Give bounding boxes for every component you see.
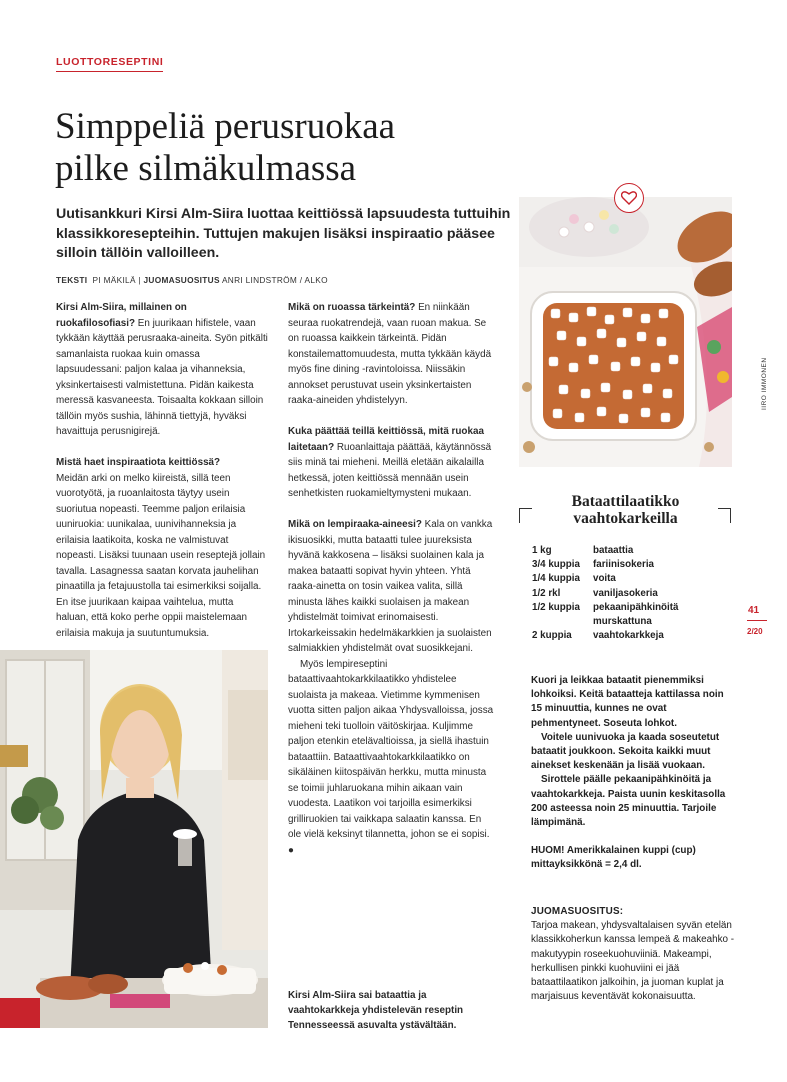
dish-photo [519,197,732,467]
answer: En niinkään seuraa ruokatrendejä, vaan ruoan makua. Se on ruoassa kaikkein tärkeintä. Pidän konstailemattomuudesta, mutta tykkään käydä myös fine dining -ravintoloissa. Niissäkin annokset perustuvat usein yksinkertaisten raaka-aineiden yhdistelyyn. [288,302,492,406]
photo-caption [288,988,493,1033]
question: Kirsi Alm-Siira, millainen on ruokafilosofiasi? [56,302,187,329]
body-paragraph [288,657,495,859]
section-kicker: LUOTTORESEPTINI [56,56,163,72]
recipe-title-line-1: Bataattilaatikko [571,493,680,510]
article-column-1 [56,300,268,657]
method-step: Sirottele päälle pekaanipähkinöitä ja vaahtokarkkeja. Paista uunin keskitasolla 200 asteessa noin 25 minuuttia. Tarjoile lämpimänä. [531,774,726,829]
ingredient-qty: 1/4 kuppia [532,573,580,585]
method-step: Kuori ja leikkaa bataatit pienemmiksi lohkoiksi. Keitä bataatteja kattilassa noin 15 minuuttia, kunnes ne ovat pehmentyneet. Soseuta lohkot. [531,675,724,729]
question: Kuka päättää teillä keittiössä, mitä ruokaa laitetaan? [288,426,484,453]
ingredient-name: fariinisokeria [593,559,654,571]
ingredient-name: pekaanipähkinöitä murskattuna [593,601,679,628]
favorite-button[interactable] [614,183,644,213]
ingredient-qty: 3/4 kuppia [532,559,580,571]
ingredient-row [532,629,693,643]
byline-separator: | [138,275,141,285]
ingredient-name: voita [593,573,616,585]
question: Mikä on lempiraaka-aineesi? [288,519,422,530]
method-step: Voitele uunivuoka ja kaada soseutetut bataatit joukkoon. Sekoita kaikki muut ainekset keskenään ja lisää vuokaan. [531,731,720,772]
end-mark: ● [288,844,294,856]
ingredient-name: vaniljasokeria [593,587,658,599]
article-column-2 [288,300,495,874]
paragraph-text: Myös lempireseptini bataattivaahtokarkkilaatikko yhdistelee suolaista ja makeaa. Vietimme kymmenisen vuotta sitten paljon aikaa Yhdysvalloissa, jossa mieheni teki tuolloin väitöskirjaa. Kuljimme paljon etenkin etelävaltioissa, ja siellä ihastuin bataattiin. Bataattivaahtokarkkilaatikko on sikäläinen kiitospäivän herkku, mutta minusta se toimii juhlaruokana mihin aikaan vain vuodesta. Laatikon voi tarjoilla esimerkiksi grilliruokien tai vaikkapa salaatin kanssa. En ole vielä keksinyt tilannetta, johon se ei sopisi. [288,658,494,840]
heart-icon [621,191,637,205]
byline-pairing-author: ANRI LINDSTRÖM / ALKO [221,275,328,285]
qa-block [56,300,268,440]
ingredient-name: bataattia [593,545,634,556]
byline-text-author: PI MÄKILÄ [92,275,136,285]
qa-block [288,424,495,502]
page-number: 41 [748,605,760,616]
recipe-title [528,493,723,527]
page-number-divider [747,620,767,621]
ingredient-qty: 1/2 rkl [532,587,561,599]
answer: Ruoanlaittaja päättää, käytännössä siis minä tai mieheni. Meillä eletään aikalailla hetkessä, joten keittiössä mennään usein senhetkisten ruokamieltymysteni mukaan. [288,441,492,499]
question: Mikä on ruoassa tärkeintä? [288,302,416,313]
issue-number: 2/20 [747,627,763,636]
byline-text-label: TEKSTI [56,275,88,285]
drink-pairing-text: Tarjoa makean, yhdysvaltalaisen syvän etelän klassikkoherkun kanssa lempeä & makeahko -makutyypin roseekuohuviiniä. Makeampi, herkullisen pinkki kuohuviini ei jää bataattilaatikon jalkoihin, ja juoman kuplat ja marjaisuus keventävät kokonaisuutta. [531,920,735,1003]
ingredient-row [532,601,693,629]
recipe-method [531,674,736,873]
qa-block [288,300,495,409]
lead-paragraph: Uutisankkuri Kirsi Alm-Siira luottaa keittiössä lapsuudesta tuttuihin klassikkoresepteihin. Tuttujen makujen lisäksi inspiraatio pääsee silloin tällöin valloilleen. [56,206,511,261]
question: Mistä haet inspiraatiota keittiössä? [56,457,221,468]
qa-block [288,517,495,657]
portrait-photo [0,650,268,1028]
ingredient-qty: 1 kg [532,545,552,556]
title-line-1: Simppeliä perusruokaa [55,106,396,147]
photo-credit: IIRO IMMONEN [761,357,768,410]
byline [56,275,328,286]
ingredient-qty: 2 kuppia [532,630,572,642]
recipe-title-line-2: vaahtokarkeilla [573,510,678,527]
answer: Meidän arki on melko kiireistä, sillä teen vuorotyötä, ja ruoanlaitosta täytyy usein suoriutua nopeasti. Teemme paljon erilaisia uuniruokia: uunikalaa, uunivihanneksia ja erilaisia laatikoita, koska ne valmistuvat nopeasti. Lisäksi tuunaan usein reseptejä jollain tavalla. Lasagnessa saatan korvata jauhelihan pinaatilla ja fetajuustolla tai esimerkiksi soijalla. En itse juurikaan kaipaa vaihtelua, mutta haluan, että koko perhe oppii maistelemaan erilaisia makuja ja suutuntumuksia. [56,472,266,639]
ingredient-row [532,572,693,586]
drink-pairing [531,905,736,1004]
ingredient-qty: 1/2 kuppia [532,601,580,613]
measurement-note: HUOM! Amerikkalainen kuppi (cup) mittayksikkönä = 2,4 dl. [531,845,696,871]
ingredient-row [532,544,693,558]
answer: En juurikaan hifistele, vaan tykkään käyttää perusraaka-aineita. Syön pitkälti samanlaista ruokaa kuin omassa lapsuudessani: paljon kalaa ja vihanneksia, yksinkertaisesti valmistettuna. Pidän kaikesta meressä kasvaneesta. Toisaalta kokkaan silloin tällöin myös sushia, lähinnä tiettyjä, hyväksi havaittuja perusnigirejä. [56,317,268,437]
ingredient-name: vaahtokarkkeja [593,630,664,642]
byline-pairing-label: JUOMASUOSITUS [143,275,220,285]
drink-pairing-heading: JUOMASUOSITUS: [531,906,624,917]
title-line-2: pilke silmäkulmassa [55,148,357,189]
qa-block [56,455,268,641]
ingredients-table [532,544,693,643]
page-title [55,106,525,190]
answer: Kala on vankka ikisuosikki, mutta bataatti tulee juureksista hyvänä kakkosena – lisäksi suolainen kala ja makea bataatti sopivat hyvin yhteen. Yhtä raaka-ainetta on tosin vaikea valita, sillä minusta lähes kaikki suolaisen ja makean yhdistelmät toimivat erinomaisesti. Irtokarkeissakin hedelmäkarkkien ja suolaisten salmiakkien yhdistelmät ovat suosikkejani. [288,519,493,654]
ingredient-row [532,558,693,572]
caption-text: Kirsi Alm-Siira sai bataattia ja vaahtokarkkeja yhdistelevän reseptin Tennesseessä asuvalta ystävältään. [288,990,464,1031]
ingredient-row [532,587,693,601]
